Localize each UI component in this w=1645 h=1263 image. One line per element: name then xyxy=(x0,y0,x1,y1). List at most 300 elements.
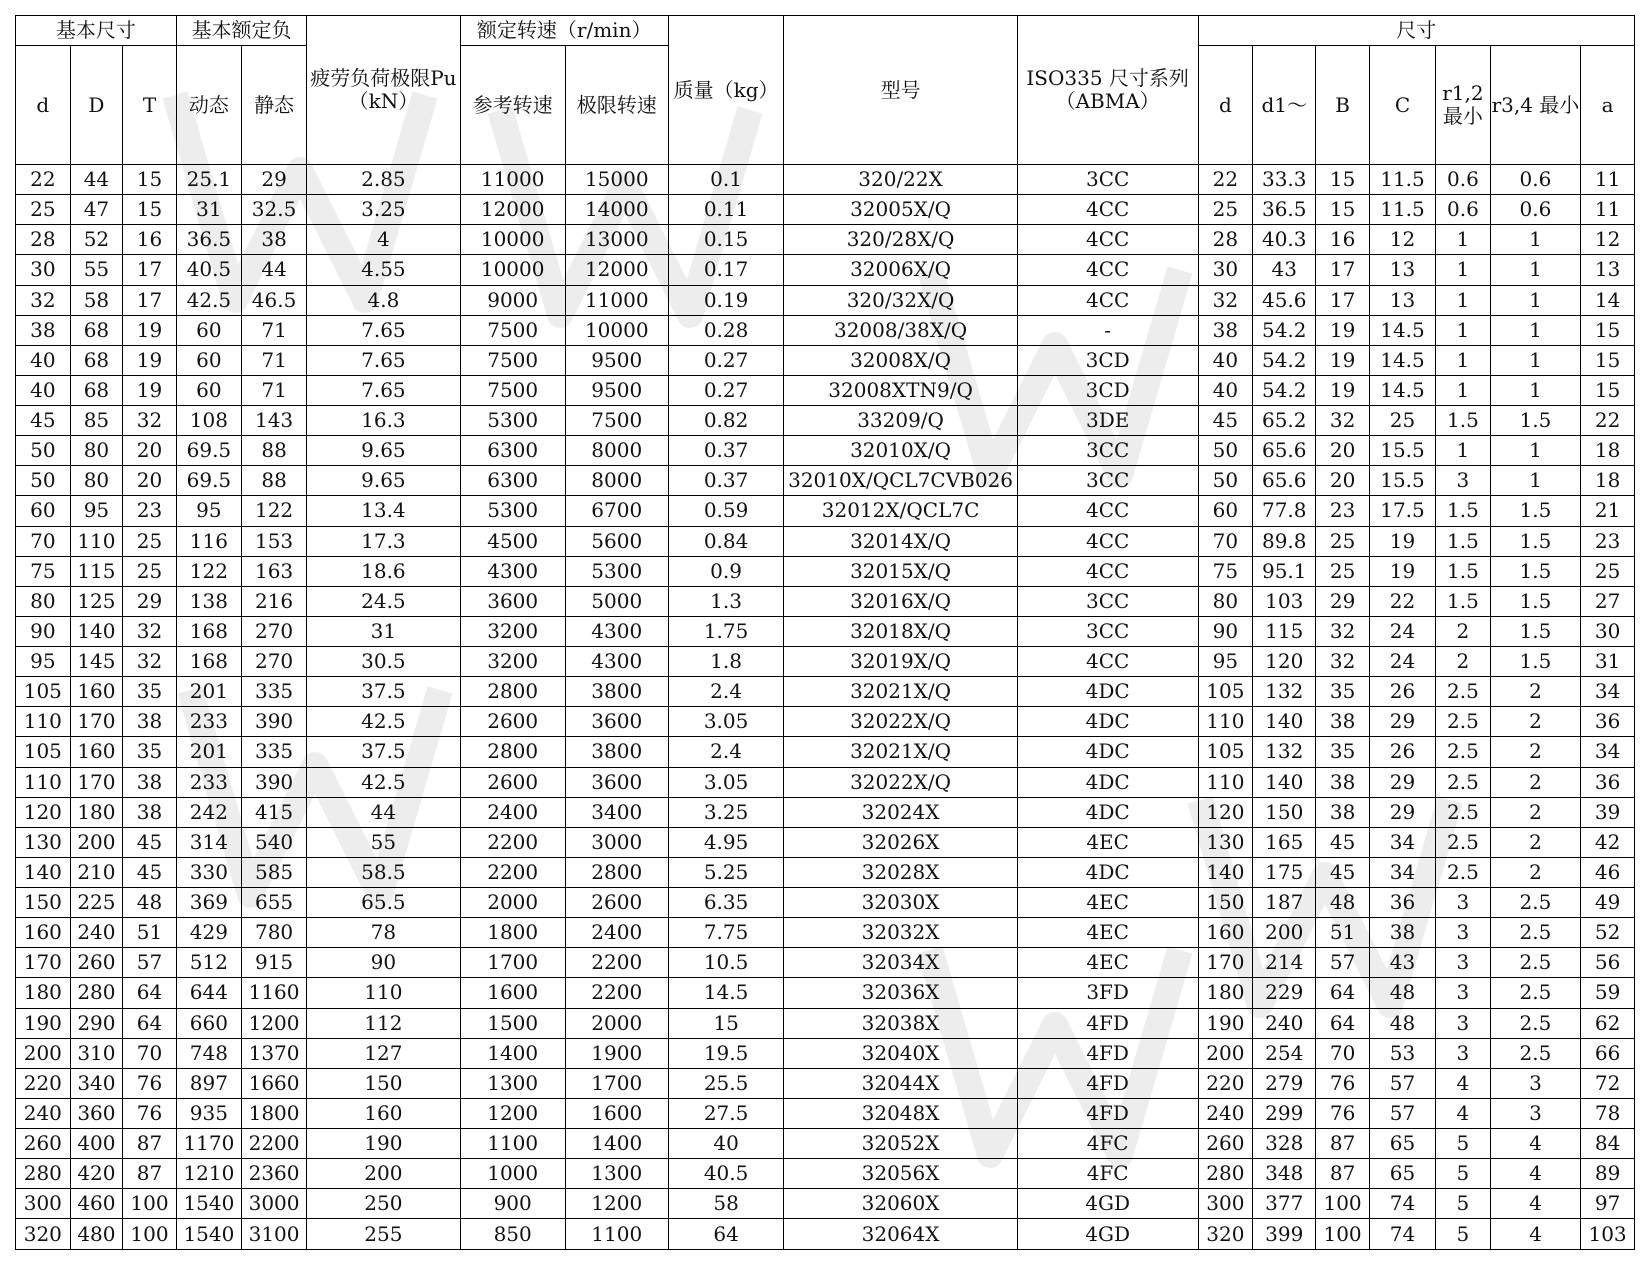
cell-dim-B: 100 xyxy=(1316,1219,1370,1250)
cell-iso-series: 4DC xyxy=(1017,707,1198,737)
cell-iso-series: 4DC xyxy=(1017,677,1198,707)
cell-fatigue-limit: 2.85 xyxy=(307,165,460,195)
cell-limit-speed: 4300 xyxy=(565,616,668,646)
cell-r12-min: 2.5 xyxy=(1436,767,1491,797)
cell-iso-series: 4CC xyxy=(1017,647,1198,677)
cell-static-load: 780 xyxy=(241,918,306,948)
cell-dim-a: 52 xyxy=(1581,918,1635,948)
cell-dynamic-load: 314 xyxy=(176,827,241,857)
cell-outer-D: 95 xyxy=(70,496,123,526)
cell-model: 32048X xyxy=(784,1098,1017,1128)
cell-dim-d: 70 xyxy=(1198,526,1253,556)
table-row xyxy=(16,225,1635,255)
cell-static-load: 655 xyxy=(241,888,306,918)
cell-iso-series: 4FD xyxy=(1017,1098,1198,1128)
cell-dim-C: 25 xyxy=(1369,406,1435,436)
cell-model: 32021X/Q xyxy=(784,677,1017,707)
cell-d: 160 xyxy=(16,918,71,948)
cell-dim-a: 36 xyxy=(1581,707,1635,737)
cell-model: 32024X xyxy=(784,797,1017,827)
cell-dim-d1: 140 xyxy=(1253,767,1316,797)
cell-dim-a: 22 xyxy=(1581,406,1635,436)
cell-iso-series: 4CC xyxy=(1017,255,1198,285)
table-row xyxy=(16,466,1635,496)
cell-width-T: 51 xyxy=(123,918,177,948)
cell-dim-d: 140 xyxy=(1198,857,1253,887)
table-row xyxy=(16,556,1635,586)
cell-iso-series: 4CC xyxy=(1017,526,1198,556)
table-row xyxy=(16,526,1635,556)
cell-limit-speed: 7500 xyxy=(565,406,668,436)
cell-static-load: 1660 xyxy=(241,1068,306,1098)
cell-dim-d: 110 xyxy=(1198,767,1253,797)
cell-model: 32044X xyxy=(784,1068,1017,1098)
cell-dim-a: 23 xyxy=(1581,526,1635,556)
cell-dim-C: 11.5 xyxy=(1369,165,1435,195)
cell-dim-d: 280 xyxy=(1198,1159,1253,1189)
header-static: 静态 xyxy=(241,46,306,165)
cell-static-load: 1160 xyxy=(241,978,306,1008)
cell-width-T: 45 xyxy=(123,857,177,887)
cell-model: 32038X xyxy=(784,1008,1017,1038)
cell-width-T: 19 xyxy=(123,345,177,375)
cell-r34-min: 1 xyxy=(1490,315,1580,345)
cell-outer-D: 68 xyxy=(70,315,123,345)
cell-dim-B: 45 xyxy=(1316,827,1370,857)
cell-model: 32060X xyxy=(784,1189,1017,1219)
cell-limit-speed: 3800 xyxy=(565,737,668,767)
cell-d: 320 xyxy=(16,1219,71,1250)
cell-limit-speed: 5600 xyxy=(565,526,668,556)
cell-d: 32 xyxy=(16,285,71,315)
cell-model: 32012X/QCL7C xyxy=(784,496,1017,526)
cell-model: 32040X xyxy=(784,1038,1017,1068)
cell-fatigue-limit: 30.5 xyxy=(307,647,460,677)
cell-r12-min: 5 xyxy=(1436,1219,1491,1250)
cell-reference-speed: 3200 xyxy=(460,647,565,677)
table-row xyxy=(16,1068,1635,1098)
cell-r34-min: 4 xyxy=(1490,1219,1580,1250)
cell-dim-d: 30 xyxy=(1198,255,1253,285)
cell-dim-B: 38 xyxy=(1316,707,1370,737)
table-row xyxy=(16,1098,1635,1128)
cell-dim-C: 38 xyxy=(1369,918,1435,948)
cell-dim-C: 29 xyxy=(1369,707,1435,737)
cell-outer-D: 125 xyxy=(70,586,123,616)
cell-r34-min: 1.5 xyxy=(1490,616,1580,646)
cell-reference-speed: 2400 xyxy=(460,797,565,827)
cell-fatigue-limit: 42.5 xyxy=(307,707,460,737)
cell-width-T: 100 xyxy=(123,1189,177,1219)
cell-dim-a: 49 xyxy=(1581,888,1635,918)
cell-fatigue-limit: 200 xyxy=(307,1159,460,1189)
cell-dim-d: 32 xyxy=(1198,285,1253,315)
cell-mass: 0.9 xyxy=(668,556,784,586)
cell-mass: 7.75 xyxy=(668,918,784,948)
cell-outer-D: 145 xyxy=(70,647,123,677)
cell-model: 32030X xyxy=(784,888,1017,918)
cell-dim-C: 36 xyxy=(1369,888,1435,918)
cell-static-load: 3100 xyxy=(241,1219,306,1250)
cell-width-T: 70 xyxy=(123,1038,177,1068)
cell-width-T: 57 xyxy=(123,948,177,978)
cell-dynamic-load: 168 xyxy=(176,647,241,677)
cell-dim-C: 12 xyxy=(1369,225,1435,255)
table-row xyxy=(16,857,1635,887)
cell-dim-d1: 200 xyxy=(1253,918,1316,948)
cell-r12-min: 1.5 xyxy=(1436,556,1491,586)
cell-fatigue-limit: 42.5 xyxy=(307,767,460,797)
cell-outer-D: 400 xyxy=(70,1129,123,1159)
cell-mass: 2.4 xyxy=(668,737,784,767)
cell-dim-d1: 40.3 xyxy=(1253,225,1316,255)
cell-width-T: 64 xyxy=(123,978,177,1008)
cell-dynamic-load: 1210 xyxy=(176,1159,241,1189)
cell-outer-D: 80 xyxy=(70,436,123,466)
table-row xyxy=(16,345,1635,375)
cell-static-load: 335 xyxy=(241,677,306,707)
cell-mass: 0.1 xyxy=(668,165,784,195)
cell-r34-min: 2 xyxy=(1490,857,1580,887)
cell-model: 32021X/Q xyxy=(784,737,1017,767)
cell-dim-d1: 45.6 xyxy=(1253,285,1316,315)
table-row xyxy=(16,255,1635,285)
cell-iso-series: 4EC xyxy=(1017,888,1198,918)
cell-dim-C: 19 xyxy=(1369,526,1435,556)
cell-r34-min: 1 xyxy=(1490,285,1580,315)
cell-mass: 15 xyxy=(668,1008,784,1038)
cell-dim-d1: 77.8 xyxy=(1253,496,1316,526)
cell-dim-B: 45 xyxy=(1316,857,1370,887)
cell-reference-speed: 5300 xyxy=(460,496,565,526)
cell-r34-min: 1.5 xyxy=(1490,526,1580,556)
cell-r12-min: 1 xyxy=(1436,225,1491,255)
cell-model: 32019X/Q xyxy=(784,647,1017,677)
cell-iso-series: 3CC xyxy=(1017,616,1198,646)
header-reference-speed: 参考转速 xyxy=(460,46,565,165)
cell-d: 110 xyxy=(16,707,71,737)
table-row xyxy=(16,1189,1635,1219)
cell-width-T: 76 xyxy=(123,1098,177,1128)
cell-dim-a: 11 xyxy=(1581,195,1635,225)
cell-width-T: 20 xyxy=(123,436,177,466)
cell-dim-d1: 140 xyxy=(1253,707,1316,737)
cell-fatigue-limit: 18.6 xyxy=(307,556,460,586)
cell-r34-min: 2 xyxy=(1490,827,1580,857)
cell-dim-d: 105 xyxy=(1198,737,1253,767)
cell-reference-speed: 2000 xyxy=(460,888,565,918)
cell-dim-C: 74 xyxy=(1369,1189,1435,1219)
header-dim-C: C xyxy=(1369,46,1435,165)
cell-mass: 0.37 xyxy=(668,466,784,496)
cell-dim-a: 12 xyxy=(1581,225,1635,255)
table-row xyxy=(16,1159,1635,1189)
cell-dim-a: 42 xyxy=(1581,827,1635,857)
cell-dynamic-load: 201 xyxy=(176,737,241,767)
cell-model: 320/28X/Q xyxy=(784,225,1017,255)
cell-limit-speed: 1900 xyxy=(565,1038,668,1068)
cell-r34-min: 2 xyxy=(1490,677,1580,707)
cell-fatigue-limit: 31 xyxy=(307,616,460,646)
cell-dynamic-load: 660 xyxy=(176,1008,241,1038)
cell-reference-speed: 2800 xyxy=(460,677,565,707)
cell-limit-speed: 9500 xyxy=(565,375,668,405)
cell-dim-a: 46 xyxy=(1581,857,1635,887)
cell-dim-d: 80 xyxy=(1198,586,1253,616)
cell-outer-D: 47 xyxy=(70,195,123,225)
cell-dim-d: 75 xyxy=(1198,556,1253,586)
cell-width-T: 87 xyxy=(123,1159,177,1189)
table-row xyxy=(16,948,1635,978)
cell-model: 32032X xyxy=(784,918,1017,948)
cell-dim-C: 26 xyxy=(1369,737,1435,767)
cell-dim-d: 220 xyxy=(1198,1068,1253,1098)
cell-dim-a: 25 xyxy=(1581,556,1635,586)
cell-outer-D: 290 xyxy=(70,1008,123,1038)
cell-dim-C: 57 xyxy=(1369,1098,1435,1128)
cell-fatigue-limit: 110 xyxy=(307,978,460,1008)
cell-dim-C: 43 xyxy=(1369,948,1435,978)
cell-static-load: 32.5 xyxy=(241,195,306,225)
cell-dim-B: 48 xyxy=(1316,888,1370,918)
cell-model: 32016X/Q xyxy=(784,586,1017,616)
cell-dynamic-load: 748 xyxy=(176,1038,241,1068)
cell-reference-speed: 850 xyxy=(460,1219,565,1250)
cell-reference-speed: 6300 xyxy=(460,436,565,466)
cell-mass: 4.95 xyxy=(668,827,784,857)
cell-limit-speed: 1300 xyxy=(565,1159,668,1189)
cell-dim-B: 38 xyxy=(1316,767,1370,797)
cell-r12-min: 4 xyxy=(1436,1098,1491,1128)
cell-dim-d: 160 xyxy=(1198,918,1253,948)
cell-width-T: 17 xyxy=(123,285,177,315)
cell-dim-C: 11.5 xyxy=(1369,195,1435,225)
cell-dim-d1: 165 xyxy=(1253,827,1316,857)
cell-d: 38 xyxy=(16,315,71,345)
cell-fatigue-limit: 150 xyxy=(307,1068,460,1098)
header-model: 型号 xyxy=(784,16,1017,165)
cell-r34-min: 2 xyxy=(1490,797,1580,827)
cell-iso-series: 4DC xyxy=(1017,767,1198,797)
cell-iso-series: 4FD xyxy=(1017,1038,1198,1068)
cell-mass: 1.8 xyxy=(668,647,784,677)
cell-iso-series: 4GD xyxy=(1017,1219,1198,1250)
cell-d: 70 xyxy=(16,526,71,556)
cell-static-load: 390 xyxy=(241,707,306,737)
cell-dynamic-load: 60 xyxy=(176,345,241,375)
cell-limit-speed: 9500 xyxy=(565,345,668,375)
cell-r34-min: 4 xyxy=(1490,1129,1580,1159)
cell-static-load: 153 xyxy=(241,526,306,556)
cell-model: 32005X/Q xyxy=(784,195,1017,225)
cell-dim-B: 87 xyxy=(1316,1129,1370,1159)
cell-iso-series: 3FD xyxy=(1017,978,1198,1008)
cell-r12-min: 2.5 xyxy=(1436,677,1491,707)
cell-dim-B: 35 xyxy=(1316,737,1370,767)
cell-r12-min: 5 xyxy=(1436,1129,1491,1159)
cell-r34-min: 2.5 xyxy=(1490,888,1580,918)
cell-dim-d1: 348 xyxy=(1253,1159,1316,1189)
cell-dim-C: 26 xyxy=(1369,677,1435,707)
cell-dim-a: 34 xyxy=(1581,677,1635,707)
cell-dim-d1: 279 xyxy=(1253,1068,1316,1098)
cell-iso-series: 4FC xyxy=(1017,1159,1198,1189)
cell-static-load: 540 xyxy=(241,827,306,857)
cell-outer-D: 160 xyxy=(70,677,123,707)
cell-r34-min: 4 xyxy=(1490,1189,1580,1219)
cell-dynamic-load: 108 xyxy=(176,406,241,436)
cell-outer-D: 340 xyxy=(70,1068,123,1098)
cell-dim-B: 100 xyxy=(1316,1189,1370,1219)
cell-r12-min: 2 xyxy=(1436,616,1491,646)
cell-dim-a: 11 xyxy=(1581,165,1635,195)
cell-dim-d1: 240 xyxy=(1253,1008,1316,1038)
cell-static-load: 2360 xyxy=(241,1159,306,1189)
cell-r34-min: 1.5 xyxy=(1490,647,1580,677)
cell-static-load: 1370 xyxy=(241,1038,306,1068)
cell-dim-C: 48 xyxy=(1369,1008,1435,1038)
cell-dim-C: 24 xyxy=(1369,647,1435,677)
cell-reference-speed: 1700 xyxy=(460,948,565,978)
table-row xyxy=(16,586,1635,616)
cell-width-T: 100 xyxy=(123,1219,177,1250)
cell-dynamic-load: 1540 xyxy=(176,1219,241,1250)
cell-width-T: 29 xyxy=(123,586,177,616)
cell-limit-speed: 8000 xyxy=(565,466,668,496)
cell-r34-min: 2 xyxy=(1490,767,1580,797)
table-row xyxy=(16,1008,1635,1038)
cell-dim-d: 300 xyxy=(1198,1189,1253,1219)
cell-d: 105 xyxy=(16,677,71,707)
cell-dim-d: 170 xyxy=(1198,948,1253,978)
cell-dim-C: 65 xyxy=(1369,1129,1435,1159)
cell-dim-B: 51 xyxy=(1316,918,1370,948)
cell-dim-d1: 328 xyxy=(1253,1129,1316,1159)
cell-mass: 6.35 xyxy=(668,888,784,918)
cell-limit-speed: 12000 xyxy=(565,255,668,285)
cell-dim-d1: 33.3 xyxy=(1253,165,1316,195)
cell-dynamic-load: 512 xyxy=(176,948,241,978)
cell-r34-min: 1.5 xyxy=(1490,406,1580,436)
cell-model: 32015X/Q xyxy=(784,556,1017,586)
cell-dim-C: 15.5 xyxy=(1369,436,1435,466)
cell-dim-d: 40 xyxy=(1198,375,1253,405)
table-row xyxy=(16,707,1635,737)
cell-fatigue-limit: 160 xyxy=(307,1098,460,1128)
cell-dim-d: 240 xyxy=(1198,1098,1253,1128)
cell-fatigue-limit: 37.5 xyxy=(307,677,460,707)
cell-mass: 3.25 xyxy=(668,797,784,827)
cell-dim-d1: 120 xyxy=(1253,647,1316,677)
cell-dim-a: 18 xyxy=(1581,436,1635,466)
cell-r34-min: 4 xyxy=(1490,1159,1580,1189)
cell-dim-B: 15 xyxy=(1316,165,1370,195)
cell-dim-d: 150 xyxy=(1198,888,1253,918)
cell-r12-min: 2.5 xyxy=(1436,707,1491,737)
cell-dim-d: 50 xyxy=(1198,436,1253,466)
cell-mass: 40.5 xyxy=(668,1159,784,1189)
cell-static-load: 390 xyxy=(241,767,306,797)
cell-limit-speed: 1200 xyxy=(565,1189,668,1219)
cell-dim-d1: 229 xyxy=(1253,978,1316,1008)
cell-iso-series: 4EC xyxy=(1017,827,1198,857)
cell-mass: 0.82 xyxy=(668,406,784,436)
cell-r34-min: 1 xyxy=(1490,255,1580,285)
cell-r34-min: 1.5 xyxy=(1490,586,1580,616)
cell-reference-speed: 7500 xyxy=(460,315,565,345)
cell-fatigue-limit: 4 xyxy=(307,225,460,255)
cell-dim-d1: 54.2 xyxy=(1253,345,1316,375)
cell-d: 240 xyxy=(16,1098,71,1128)
table-row xyxy=(16,195,1635,225)
cell-dim-B: 20 xyxy=(1316,436,1370,466)
cell-model: 32026X xyxy=(784,827,1017,857)
cell-reference-speed: 9000 xyxy=(460,285,565,315)
cell-dim-a: 39 xyxy=(1581,797,1635,827)
cell-mass: 0.11 xyxy=(668,195,784,225)
cell-d: 50 xyxy=(16,466,71,496)
cell-iso-series: 3CC xyxy=(1017,436,1198,466)
cell-dim-d: 28 xyxy=(1198,225,1253,255)
cell-d: 140 xyxy=(16,857,71,887)
cell-model: 32008XTN9/Q xyxy=(784,375,1017,405)
cell-dim-a: 27 xyxy=(1581,586,1635,616)
cell-reference-speed: 2200 xyxy=(460,827,565,857)
cell-dynamic-load: 644 xyxy=(176,978,241,1008)
cell-mass: 0.28 xyxy=(668,315,784,345)
cell-model: 32006X/Q xyxy=(784,255,1017,285)
cell-width-T: 32 xyxy=(123,647,177,677)
cell-dim-a: 56 xyxy=(1581,948,1635,978)
cell-static-load: 163 xyxy=(241,556,306,586)
cell-dim-a: 89 xyxy=(1581,1159,1635,1189)
cell-static-load: 44 xyxy=(241,255,306,285)
cell-reference-speed: 7500 xyxy=(460,375,565,405)
table-row xyxy=(16,918,1635,948)
cell-iso-series: 3CD xyxy=(1017,345,1198,375)
cell-mass: 64 xyxy=(668,1219,784,1250)
cell-dim-d1: 377 xyxy=(1253,1189,1316,1219)
cell-limit-speed: 13000 xyxy=(565,225,668,255)
cell-mass: 0.84 xyxy=(668,526,784,556)
cell-r34-min: 3 xyxy=(1490,1098,1580,1128)
cell-r34-min: 2.5 xyxy=(1490,918,1580,948)
table-row xyxy=(16,827,1635,857)
table-row xyxy=(16,1129,1635,1159)
cell-dim-B: 19 xyxy=(1316,375,1370,405)
cell-dim-a: 97 xyxy=(1581,1189,1635,1219)
cell-reference-speed: 2600 xyxy=(460,767,565,797)
cell-static-load: 88 xyxy=(241,466,306,496)
cell-iso-series: 4EC xyxy=(1017,918,1198,948)
cell-dynamic-load: 69.5 xyxy=(176,466,241,496)
cell-fatigue-limit: 9.65 xyxy=(307,436,460,466)
cell-dim-a: 21 xyxy=(1581,496,1635,526)
cell-outer-D: 200 xyxy=(70,827,123,857)
cell-outer-D: 210 xyxy=(70,857,123,887)
cell-dim-B: 16 xyxy=(1316,225,1370,255)
cell-reference-speed: 1500 xyxy=(460,1008,565,1038)
cell-model: 32022X/Q xyxy=(784,767,1017,797)
cell-static-load: 585 xyxy=(241,857,306,887)
cell-d: 150 xyxy=(16,888,71,918)
cell-dynamic-load: 242 xyxy=(176,797,241,827)
cell-reference-speed: 2200 xyxy=(460,857,565,887)
cell-mass: 0.59 xyxy=(668,496,784,526)
cell-dynamic-load: 1540 xyxy=(176,1189,241,1219)
cell-width-T: 20 xyxy=(123,466,177,496)
cell-limit-speed: 3800 xyxy=(565,677,668,707)
